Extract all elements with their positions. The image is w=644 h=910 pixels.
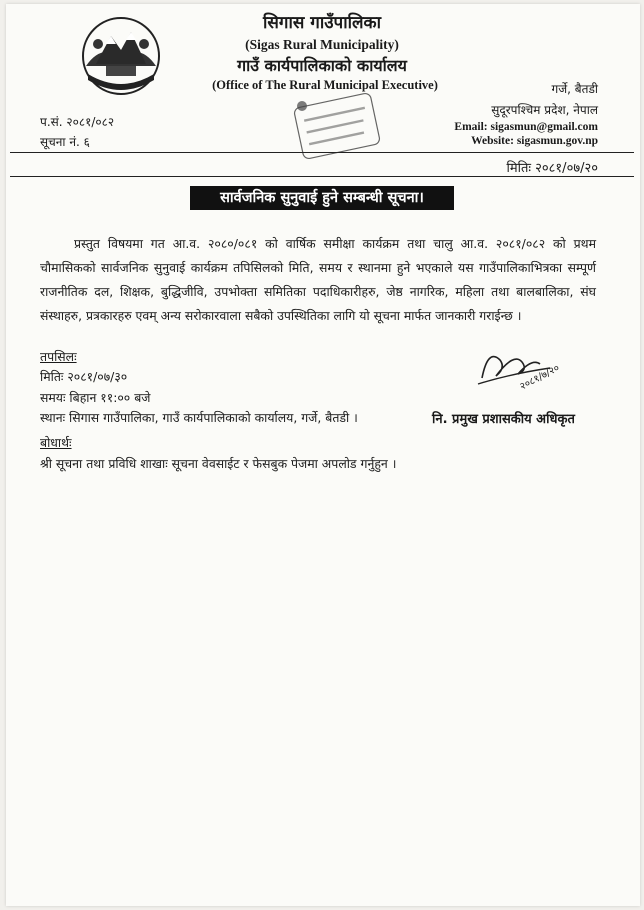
event-place: स्थानः सिगास गाउँपालिका, गाउँ कार्यपालिकाको कार्यालय, गर्जे, बैतडी ।	[40, 410, 358, 425]
signatory-title: नि. प्रमुख प्रशासकीय अधिकृत	[432, 412, 575, 427]
svg-text:२०८१/७/२०: २०८१/७/२०	[518, 362, 562, 393]
office-name-nepali: गाउँ कार्यपालिकाको कार्यालय	[237, 56, 407, 75]
office-stamp	[292, 92, 382, 160]
reference-number: प.सं. २०८१/०८२	[40, 115, 115, 129]
date-divider	[10, 176, 634, 177]
email-address: Email: sigasmun@gmail.com	[454, 121, 598, 133]
issue-date: मितिः २०८१/०७/२०	[506, 161, 598, 176]
municipality-name-nepali: सिगास गाउँपालिका	[262, 13, 382, 33]
province-nepali: सुदूरपश्चिम प्रदेश, नेपाल	[491, 103, 598, 117]
notice-number: सूचना नं. ६	[40, 135, 90, 149]
details-heading: तपसिलः	[40, 349, 77, 364]
website-address: Website: sigasmun.gov.np	[471, 135, 598, 147]
header-divider	[10, 152, 634, 153]
address-nepali: गर्जे, बैतडी	[551, 82, 598, 96]
notice-title: सार्वजनिक सुनुवाई हुने सम्बन्धी सूचना।	[190, 186, 454, 210]
municipality-name-english: (Sigas Rural Municipality)	[245, 37, 399, 52]
notice-body: प्रस्तुत विषयमा गत आ.व. २०८०/०८१ को वार्षिक समीक्षा कार्यक्रम तथा चालु आ.व. २०८१/०८२ को प्रथम चौमासिकको सार्वजनिक सुनुवाई कार्यक्रम तपिसिलको मिति, समय र स्थानमा हुने भएकाले यस गाउँपालिकाभित्रका सम्पूर्ण राजनीतिक दल, शिक्षक, बुद्धिजीवि, उपभोक्ता समितिका पदाधिकारीहरु, जेष्ठ नागरिक, महिला तथा बालबालिका, संघ संस्थाहरु, प्रत्रकारहरु एवम् अन्य सरोकारवाला सबैको उपस्थितिका लागि यो सूचना मार्फत जानकारी गराईन्छ ।	[40, 236, 596, 323]
cc-recipient: श्री सूचना तथा प्रविधि शाखाः सूचना वेवसाईट र फेसबुक पेजमा अपलोड गर्नुहुन ।	[40, 456, 397, 471]
handwritten-signature	[470, 338, 570, 396]
cc-heading: बोधार्थः	[40, 435, 72, 450]
event-date: मितिः २०८१/०७/३०	[40, 369, 128, 384]
event-time: समयः बिहान ११:०० बजे	[40, 390, 151, 405]
office-name-english: (Office of The Rural Municipal Executive)	[212, 78, 438, 92]
